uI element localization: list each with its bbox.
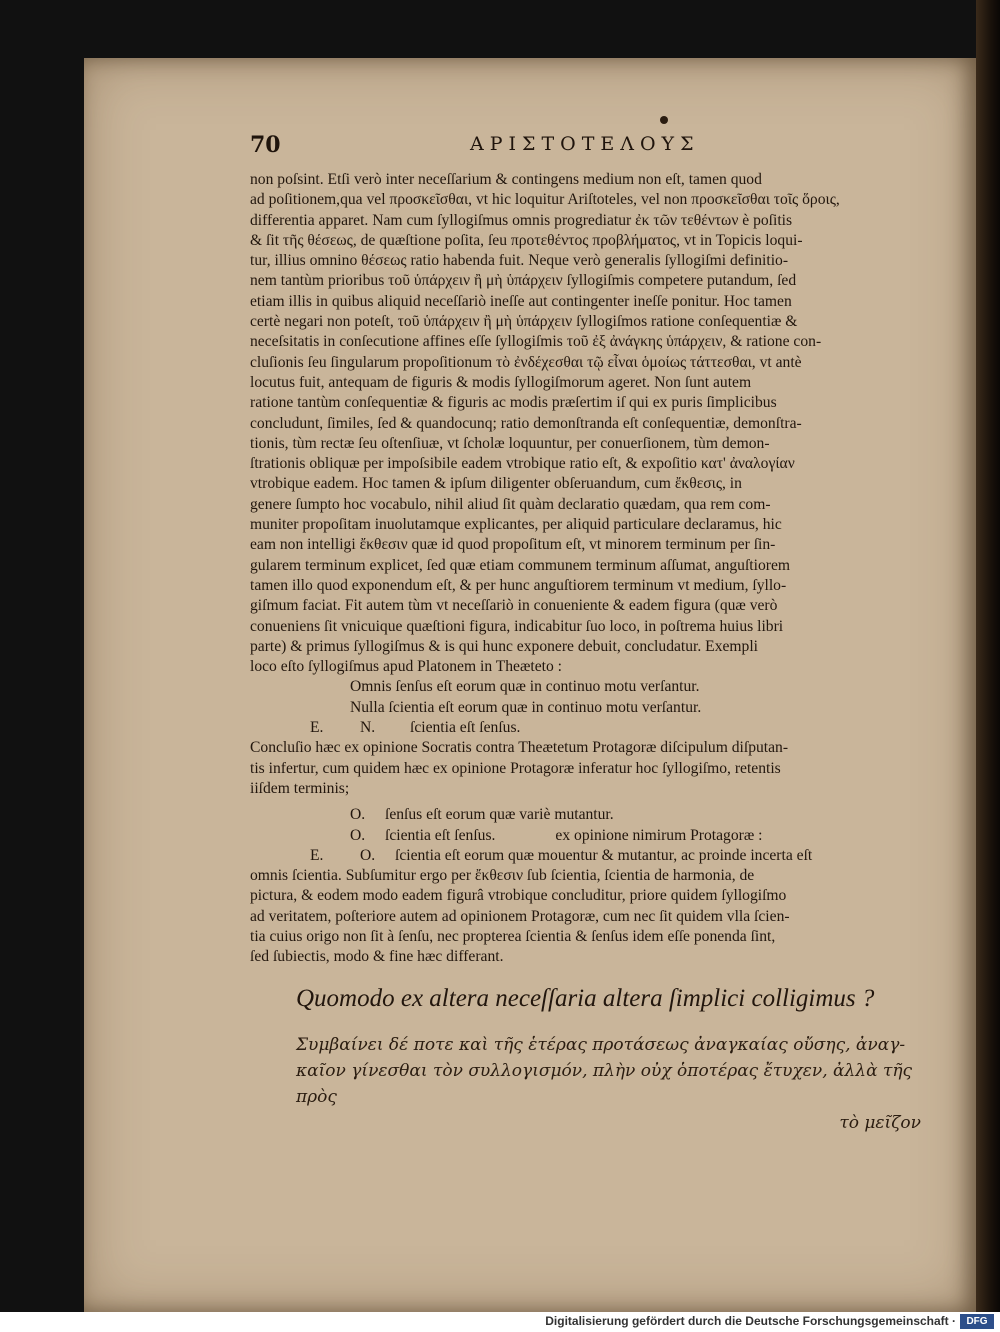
book-edge — [976, 0, 1000, 1312]
closing-lines-line: tia cuius origo non ſit à ſenſu, nec propterea ſcientia & ſenſus idem eſſe ponenda ſint, — [250, 927, 776, 945]
middle-paragraph — [250, 738, 918, 799]
handwritten-line-3: τὸ μεῖζον — [839, 1113, 921, 1133]
body-lines-line: vtrobique eadem. Hoc tamen & ipſum diligenter obſeruandum, cum ἔκθεσις, in — [250, 475, 742, 493]
closing-lines-line: pictura, & eodem modo eadem figurâ vtrobique concluditur, priore quidem ſyllogiſmo — [250, 887, 787, 905]
main-text — [250, 170, 918, 968]
syllogism2-o1-row — [250, 805, 918, 825]
syllogism2-o2-row — [250, 826, 918, 846]
body-lines-line: certè negari non poteſt, τοῦ ὑπάρχειν ἢ μὴ ὑπάρχειν ſyllogiſmos ratione conſequentiæ & — [250, 313, 798, 331]
syllogism1-premise2: Nulla ſcientia eſt eorum quæ in continuo motu verſantur. — [350, 698, 702, 716]
body-lines-line: eam non intelligi ἔκθεσιν quæ id quod propoſitum eſt, vt minorem terminum per ſin- — [250, 536, 776, 554]
body-lines-line: loco eſto ſyllogiſmus apud Platonem in Theæteto : — [250, 658, 562, 676]
body-lines-line: locutus fuit, antequam de figuris & modis ſyllogiſmorum ageret. Non ſunt autem — [250, 373, 752, 391]
body-lines-line: ad poſitionem,qua vel προσκεῖσθαι, vt hic loquitur Ariſtoteles, vel non προσκεῖσθαι τοῖς ὅροις, — [250, 191, 840, 209]
body-lines-line: giſmum faciat. Fit autem tùm vt neceſſariò in conueniente & eadem figura (quæ verò — [250, 597, 778, 615]
body-lines-line: & ſit τῆς θέσεως, de quæſtione poſita, ſeu προτεθέντος προβλήματος, vt in Topicis loqui- — [250, 231, 803, 249]
body-paragraph — [250, 170, 918, 677]
syllogism2-o1-label: O. — [350, 806, 366, 824]
syllogism2-o2-note: ex opinione nimirum Protagoræ : — [555, 826, 763, 844]
syllogism2-o2-text: ſcientia eſt ſenſus. — [385, 826, 496, 844]
ink-mark — [660, 116, 668, 124]
syllogism2-e-row — [250, 846, 918, 866]
body-lines-line: nem tantùm prioribus τοῦ ὑπάρχειν ἢ μὴ ὑπάρχειν ſyllogiſmis competere putandum, ſed — [250, 272, 797, 290]
handwritten-heading: Quomodo ex altera neceſſaria altera ſimplici colligimus ? — [296, 985, 875, 1012]
body-lines-line: etiam illis in quibus aliquid neceſſariò ineſſe aut contingenter ineſſe ponitur. Hoc tamen — [250, 292, 792, 310]
syllogism1-label: E. — [310, 719, 324, 737]
handwritten-line-1: Συμβαίνει δέ ποτε καὶ τῆς ἑτέρας προτάσεως ἀναγκαίας οὔσης, ἀναγ- — [296, 1035, 906, 1055]
handwritten-line-2: καῖον γίνεσθαι τὸν συλλογισμόν, πλὴν οὐχ ὁποτέρας ἔτυχεν, ἀλλὰ τῆς πρὸς — [296, 1061, 913, 1107]
body-lines-line: concludunt, ſimiles, ſed & quandocunq; ratio demonſtranda eſt conſequentiæ, demonſtra- — [250, 414, 802, 432]
running-head: ΑΡΙΣΤΟΤΕΛΟΥΣ — [470, 133, 700, 155]
middle-lines-line: iiſdem terminis; — [250, 779, 350, 797]
body-lines-line: ratione tantùm conſequentiæ & figuris ac modis præſertim iſ qui ex puris ſimplicibus — [250, 394, 777, 412]
syllogism1-premise1: Omnis ſenſus eſt eorum quæ in continuo motu verſantur. — [350, 678, 700, 696]
syllogism1-conclusion-row — [250, 718, 918, 738]
body-lines-line: conueniens ſit vnicuique quæſtioni figura, indicabitur ſuo loco, in poſtrema huius libri — [250, 617, 784, 635]
body-lines-line: muniter propoſitam inuolutamque explicantes, per aliquid particulare declaramus, hic — [250, 516, 782, 534]
syllogism1-conclusion: ſcientia eſt ſenſus. — [410, 719, 521, 737]
closing-paragraph — [250, 866, 918, 967]
digitization-footer — [0, 1312, 1000, 1332]
body-lines-line: differentia apparet. Nam cum ſyllogiſmus omnis progrediatur ἐκ τῶν τεθέντων è poſitis — [250, 211, 793, 229]
body-lines-line: ſtrationis obliquæ per impoſsibile eadem vtrobique ratio eſt, & expoſitio κατ' ἀναλογίαν — [250, 455, 795, 473]
middle-lines-line: tis infertur, cum quidem hæc ex opinione Protagoræ inferatur hoc ſyllogiſmo, retentis — [250, 759, 781, 777]
syllogism2-o2-label: O. — [350, 826, 366, 844]
body-lines-line: gularem terminum explicet, ſed quæ etiam communem terminum aſſumat, anguſtiorem — [250, 556, 791, 574]
handwritten-greek — [296, 1032, 921, 1136]
body-lines-line: genere ſumpto hoc vocabulo, nihil aliud ſit quàm declaratio quædam, qua rem com- — [250, 495, 771, 513]
body-lines-line: neceſsitatis in conſecutione affines eſſe ſyllogiſmis τοῦ ἐξ ἀνάγκης ὑπάρχειν, & ratione con- — [250, 333, 822, 351]
closing-lines-line: omnis ſcientia. Subſumitur ergo per ἔκθεσιν ſub ſcientia, ſcientia de harmonia, de — [250, 867, 755, 885]
syllogism2-o1-text: ſenſus eſt eorum quæ variè mutantur. — [385, 806, 614, 824]
body-lines-line: tur, illius omnino θέσεως ratio habenda fuit. Neque verò generalis ſyllogiſmi definitio- — [250, 252, 789, 270]
footer-credit: Digitalisierung gefördert durch die Deutsche Forschungsgemeinschaft · — [545, 1314, 956, 1328]
body-lines-line: tionis, tùm rectæ ſeu oſtenſiuæ, vt ſcholæ loquuntur, per conuerſionem, tùm demon- — [250, 434, 770, 452]
body-lines-line: cluſionis ſeu ſingularum propoſitionum τὸ ἐνδέχεσθαι τῷ εἶναι ὁμοίως τάττεσθαι, vt antè — [250, 353, 802, 371]
body-lines-line: parte) & primus ſyllogiſmus & is qui hunc exponere debuit, concludatur. Exempli — [250, 637, 758, 655]
syllogism1-label2: N. — [360, 719, 376, 737]
page-number: 70 — [250, 132, 281, 158]
middle-lines-line: Concluſio hæc ex opinione Socratis contra Theætetum Protagoræ diſcipulum diſputan- — [250, 739, 789, 757]
closing-lines-line: ſed ſubiectis, modo & fine hæc differant. — [250, 948, 504, 966]
dfg-logo: DFG — [960, 1314, 994, 1329]
body-lines-line: non poſsint. Etſi verò inter neceſſarium & contingens medium non eſt, tamen quod — [250, 171, 762, 188]
syllogism2-e-label2: O. — [360, 846, 376, 864]
syllogism2-e-text: ſcientia eſt eorum quæ mouentur & mutantur, ac proinde incerta eſt — [395, 846, 813, 864]
closing-lines-line: ad veritatem, poſteriore autem ad opinionem Protagoræ, cum nec ſit quidem vlla ſcien- — [250, 907, 790, 925]
syllogism2-e-label: E. — [310, 846, 324, 864]
body-lines-line: tamen illo quod exponendum eſt, & per hunc anguſtiorem terminum vt medium, ſyllo- — [250, 576, 787, 594]
